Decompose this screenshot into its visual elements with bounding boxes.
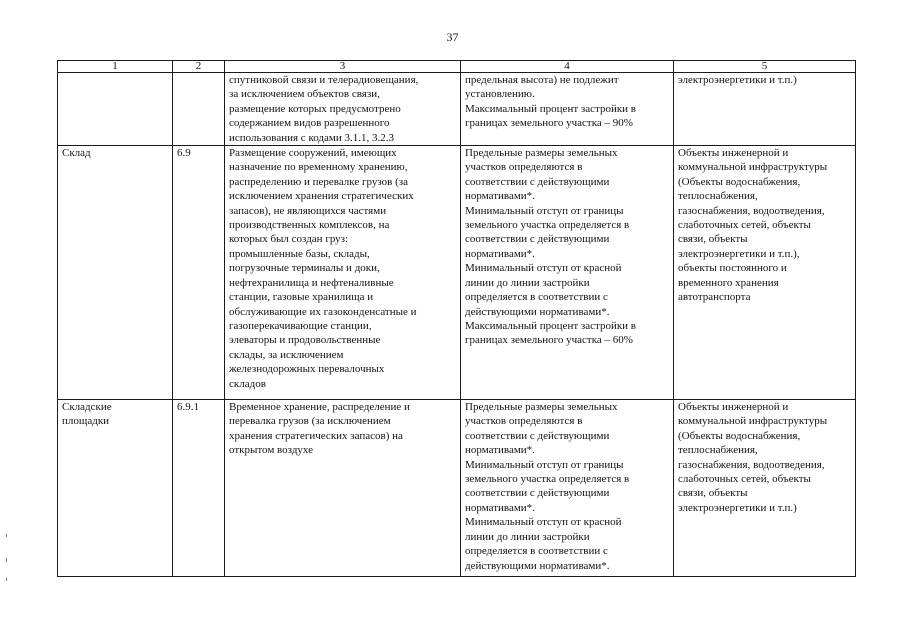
cell-text-line: нефтехранилища и нефтеналивные [229, 276, 394, 289]
cell-text-line: хранения стратегических запасов) на [229, 429, 403, 442]
code-cell [173, 146, 225, 400]
land-use-name-cell [58, 73, 173, 146]
cell-text-line: Объекты инженерной и [678, 401, 789, 414]
cell-text-line: теплоснабжения, [678, 444, 758, 457]
cell-text-line: связи, объекты [678, 233, 748, 246]
header-cell-3: 3 [225, 61, 461, 73]
cell-text-line: границах земельного участка – 90% [465, 117, 633, 130]
cell-text-line: железнодорожных перевалочных [229, 363, 385, 376]
cell-text-line: открытом воздухе [229, 444, 314, 457]
cell-text-line: склады, за исключением [229, 348, 344, 361]
header-row [58, 61, 856, 73]
header-cell-1: 1 [58, 61, 173, 73]
cell-text-line: предельная высота) не подлежит [465, 74, 619, 86]
cell-text-line: Минимальный отступ от красной [465, 262, 622, 275]
cell-text-line: распределению и перевалке грузов (за [229, 175, 408, 188]
description-cell [225, 146, 461, 400]
cell-text-line: (Объекты водоснабжения, [678, 175, 801, 188]
cell-text-line: электроэнергетики и т.п.) [678, 501, 797, 514]
cell-text-line: определяется в соответствии с [465, 291, 608, 304]
cell-text-line: Предельные размеры земельных [465, 401, 618, 414]
cell-text-line: линии до линии застройки [465, 530, 590, 543]
cell-text-line: соответствии с действующими [465, 175, 610, 188]
cell-text-line: определяется в соответствии с [465, 545, 608, 558]
cell-text-line: участков определяются в [465, 161, 583, 174]
cell-text-line: Объекты инженерной и [678, 147, 789, 160]
parameters-cell [461, 400, 674, 577]
cell-text-line: погрузочные терминалы и доки, [229, 262, 380, 275]
cell-text-line: действующими нормативами*. [465, 559, 610, 572]
parameters-cell [461, 73, 674, 146]
cell-text-line: Размещение сооружений, имеющих [229, 147, 397, 160]
scan-margin-mark [6, 558, 7, 562]
cell-text-line: нормативами*. [465, 444, 535, 457]
cell-text-line: земельного участка определяется в [465, 219, 630, 232]
cell-text-line: участков определяются в [465, 415, 583, 428]
cell-text-line: использования с кодами 3.1.1, 3.2.3 [229, 131, 394, 144]
cell-text-line: автотранспорта [678, 291, 751, 304]
auxiliary-objects-cell [674, 73, 856, 146]
cell-text-line: Минимальный отступ от границы [465, 204, 624, 217]
cell-text-line: газоснабжения, водоотведения, [678, 458, 825, 471]
cell-text-line: объекты постоянного и [678, 262, 787, 275]
cell-text-line: обслуживающие их газоконденсатные и [229, 305, 417, 318]
header-cell-2: 2 [173, 61, 225, 73]
cell-text-line: Минимальный отступ от границы [465, 458, 624, 471]
cell-text-line: действующими нормативами*. [465, 305, 610, 318]
header-cell-5: 5 [674, 61, 856, 73]
zoning-table [57, 60, 856, 577]
cell-text-line: нормативами*. [465, 501, 535, 514]
scan-margin-mark [6, 534, 7, 537]
table-row [58, 146, 856, 400]
scan-margin-mark [6, 578, 7, 581]
cell-text-line: коммунальной инфраструктуры [678, 415, 828, 428]
cell-text-line: элеваторы и продовольственные [229, 334, 381, 347]
cell-text-line: исключением хранения стратегических [229, 190, 414, 203]
code-cell [173, 73, 225, 146]
cell-text-line: соответствии с действующими [465, 429, 610, 442]
cell-text-line: Предельные размеры земельных [465, 147, 618, 160]
cell-text-line: Склад [62, 147, 91, 160]
cell-text-line: площадки [62, 415, 110, 428]
cell-text-line: нормативами*. [465, 190, 535, 203]
cell-text-line: электроэнергетики и т.п.) [678, 74, 797, 86]
cell-text-line: электроэнергетики и т.п.), [678, 247, 800, 260]
cell-text-line: слаботочных сетей, объекты [678, 473, 811, 486]
parameters-cell [461, 146, 674, 400]
cell-text-line: газоснабжения, водоотведения, [678, 204, 825, 217]
header-cell-4: 4 [461, 61, 674, 73]
cell-text-line: содержанием видов разрешенного [229, 117, 390, 130]
cell-text-line: производственных комплексов, на [229, 219, 390, 232]
auxiliary-objects-cell [674, 146, 856, 400]
cell-text-line: земельного участка определяется в [465, 473, 630, 486]
auxiliary-objects-cell [674, 400, 856, 577]
table-row [58, 400, 856, 577]
cell-text-line: складов [229, 377, 266, 390]
cell-text-line: размещение которых предусмотрено [229, 102, 401, 115]
cell-text-line: связи, объекты [678, 487, 748, 500]
cell-text-line: соответствии с действующими [465, 487, 610, 500]
cell-text-line: спутниковой связи и телерадиовещания, [229, 74, 419, 86]
cell-text-line: станции, газовые хранилища и [229, 291, 374, 304]
page-number: 37 [446, 30, 459, 44]
cell-text-line: которых был создан груз: [229, 233, 349, 246]
cell-text-line: 6.9 [177, 147, 191, 160]
cell-text-line: установлению. [465, 88, 535, 101]
cell-text-line: Минимальный отступ от красной [465, 516, 622, 529]
cell-text-line: запасов), не являющихся частями [229, 204, 387, 217]
cell-text-line: Максимальный процент застройки в [465, 319, 636, 332]
cell-text-line: слаботочных сетей, объекты [678, 219, 811, 232]
cell-text-line: назначение по временному хранению, [229, 161, 408, 174]
cell-text-line: теплоснабжения, [678, 190, 758, 203]
cell-text-line: 6.9.1 [177, 401, 199, 414]
cell-text-line: нормативами*. [465, 247, 535, 260]
description-cell [225, 400, 461, 577]
cell-text-line: временного хранения [678, 276, 779, 289]
cell-text-line: за исключением объектов связи, [229, 88, 380, 101]
cell-text-line: перевалка грузов (за исключением [229, 415, 391, 428]
cell-text-line: (Объекты водоснабжения, [678, 429, 801, 442]
land-use-name-cell [58, 146, 173, 400]
table-row [58, 73, 856, 146]
cell-text-line: промышленные базы, склады, [229, 247, 370, 260]
cell-text-line: Временное хранение, распределение и [229, 401, 410, 414]
code-cell [173, 400, 225, 577]
cell-text-line: линии до линии застройки [465, 276, 590, 289]
cell-text-line: газоперекачивающие станции, [229, 319, 372, 332]
cell-text-line: границах земельного участка – 60% [465, 334, 633, 347]
cell-text-line: коммунальной инфраструктуры [678, 161, 828, 174]
description-cell [225, 73, 461, 146]
cell-text-line: Складские [62, 401, 112, 414]
cell-text-line: Максимальный процент застройки в [465, 102, 636, 115]
land-use-name-cell [58, 400, 173, 577]
cell-text-line: соответствии с действующими [465, 233, 610, 246]
